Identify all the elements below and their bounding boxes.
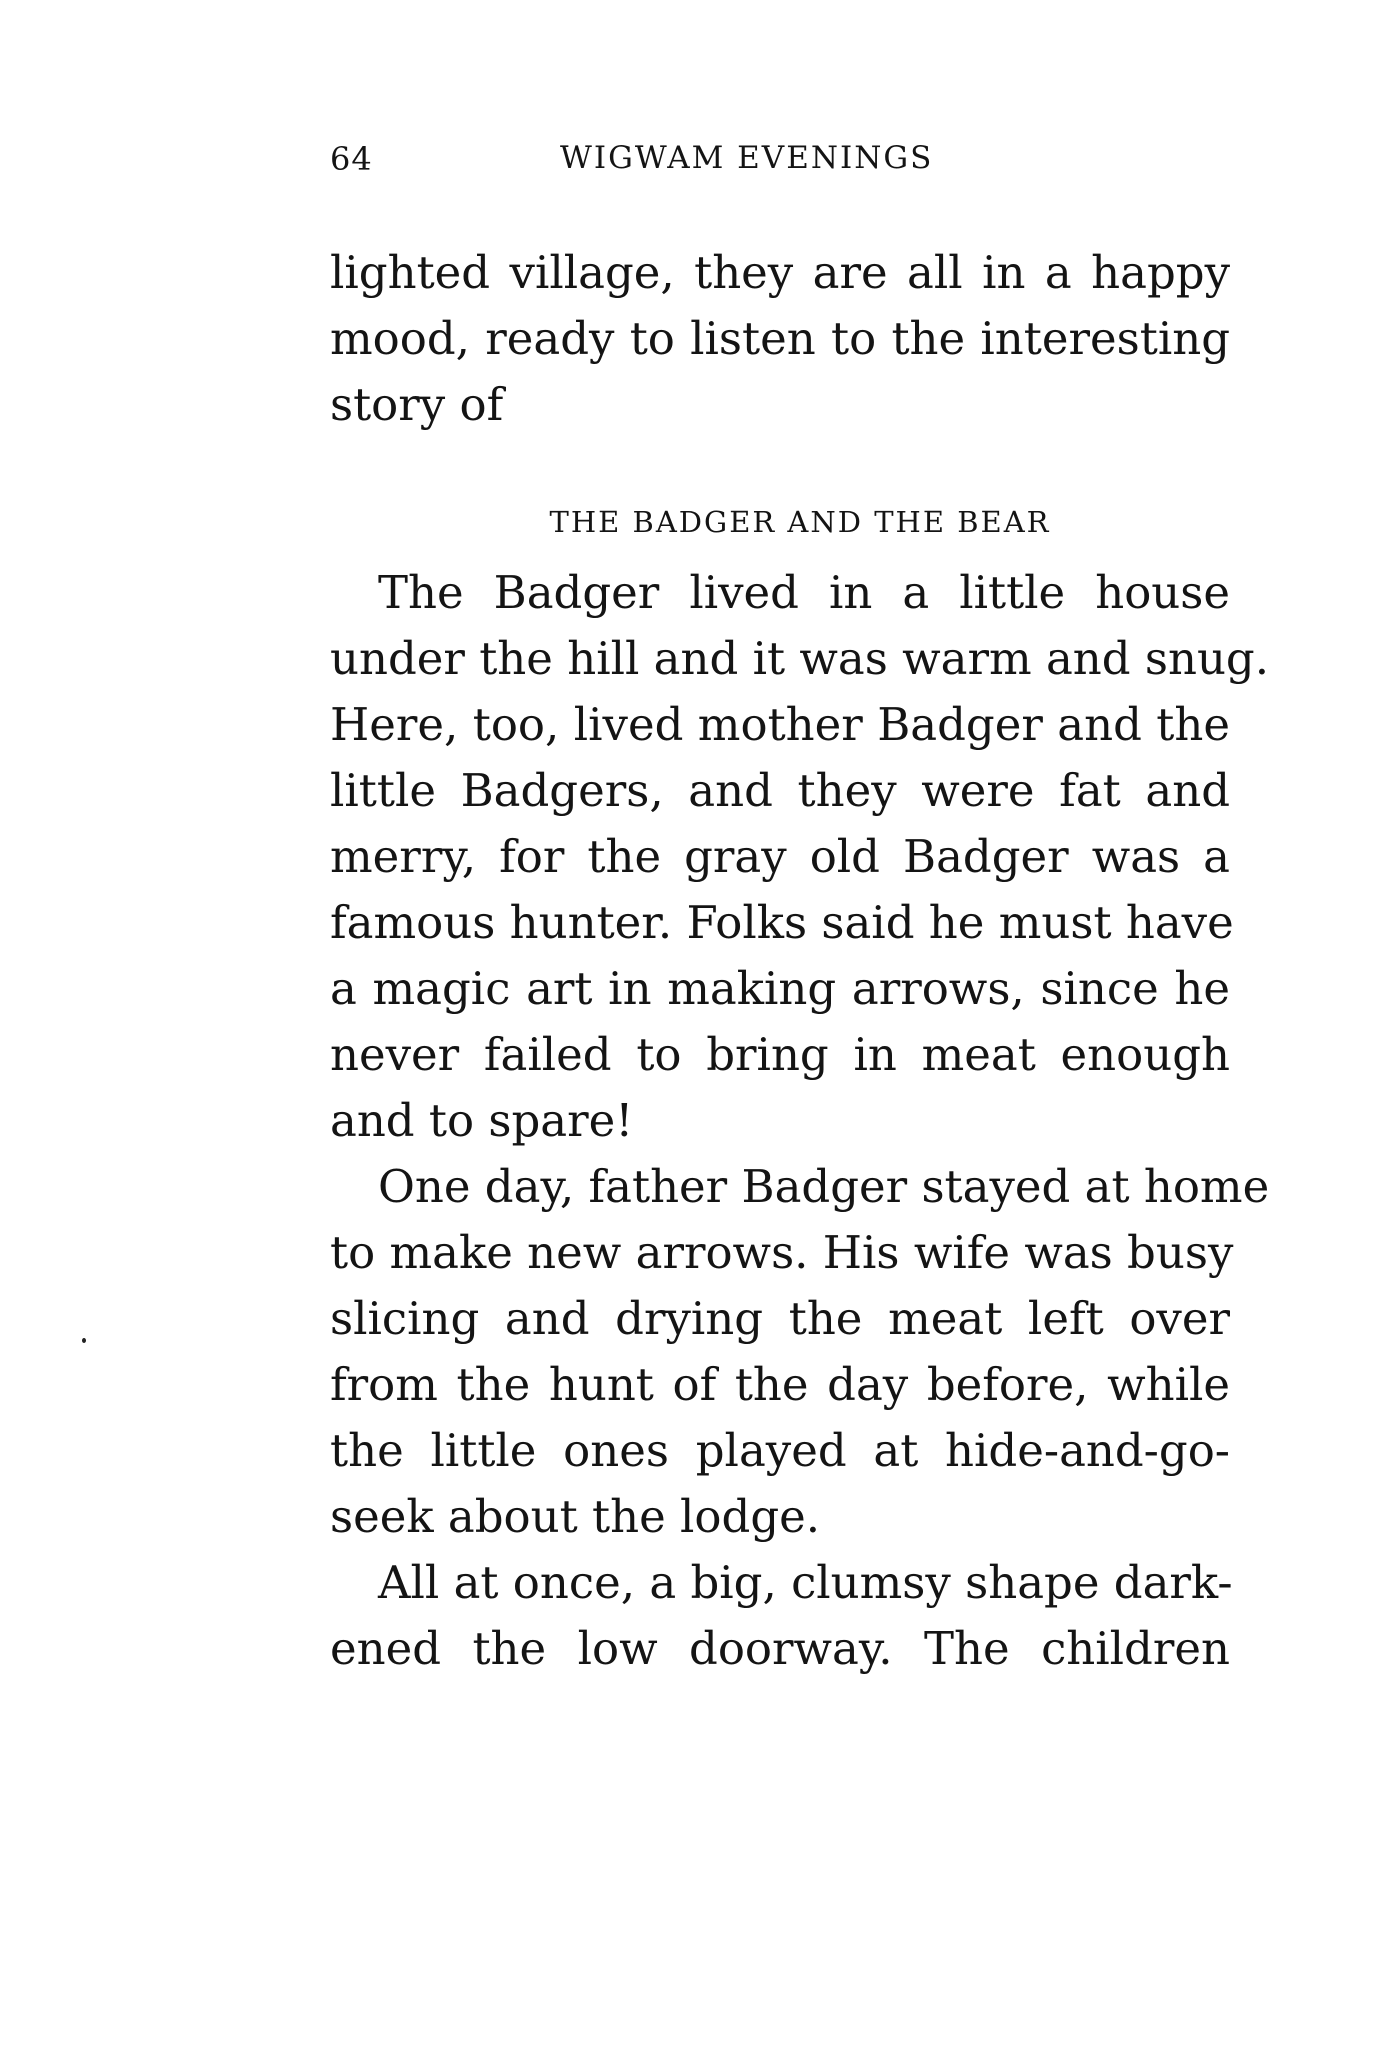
text-line: ened the low doorway. The children <box>330 1622 1230 1675</box>
text-line: the little ones played at hide-and-go- <box>330 1424 1230 1477</box>
text-line: from the hunt of the day before, while <box>330 1358 1230 1411</box>
paragraph-1 <box>330 560 1270 1154</box>
paragraph-2 <box>330 1154 1270 1550</box>
section-title: THE BADGER AND THE BEAR <box>549 505 1051 539</box>
text-line: under the hill and it was warm and snug. <box>330 632 1270 685</box>
text-line: lighted village, they are all in a happy <box>330 246 1230 299</box>
page-header <box>330 140 1230 190</box>
page-number: 64 <box>330 140 373 178</box>
text-line: story of <box>330 378 504 431</box>
text-line: Here, too, lived mother Badger and the <box>330 698 1230 751</box>
text-line: All at once, a big, clumsy shape dark- <box>378 1556 1233 1609</box>
text-line: mood, ready to listen to the interesting <box>330 312 1230 365</box>
intro-paragraph <box>330 240 1230 438</box>
text-line: to make new arrows. His wife was busy <box>330 1226 1234 1279</box>
text-line: slicing and drying the meat left over <box>330 1292 1230 1345</box>
text-line: The Badger lived in a little house <box>378 566 1230 619</box>
paragraph-3 <box>330 1550 1233 1682</box>
text-line: a magic art in making arrows, since he <box>330 962 1230 1015</box>
text-line: One day, father Badger stayed at home <box>378 1160 1270 1213</box>
text-line: seek about the lodge. <box>330 1490 821 1543</box>
text-line: and to spare! <box>330 1094 634 1147</box>
running-title: WIGWAM EVENINGS <box>560 140 934 176</box>
text-line: merry, for the gray old Badger was a <box>330 830 1230 883</box>
text-line: famous hunter. Folks said he must have <box>330 896 1234 949</box>
text-line: never failed to bring in meat enough <box>330 1028 1230 1081</box>
text-line: little Badgers, and they were fat and <box>330 764 1230 817</box>
ink-speck <box>82 1338 86 1343</box>
